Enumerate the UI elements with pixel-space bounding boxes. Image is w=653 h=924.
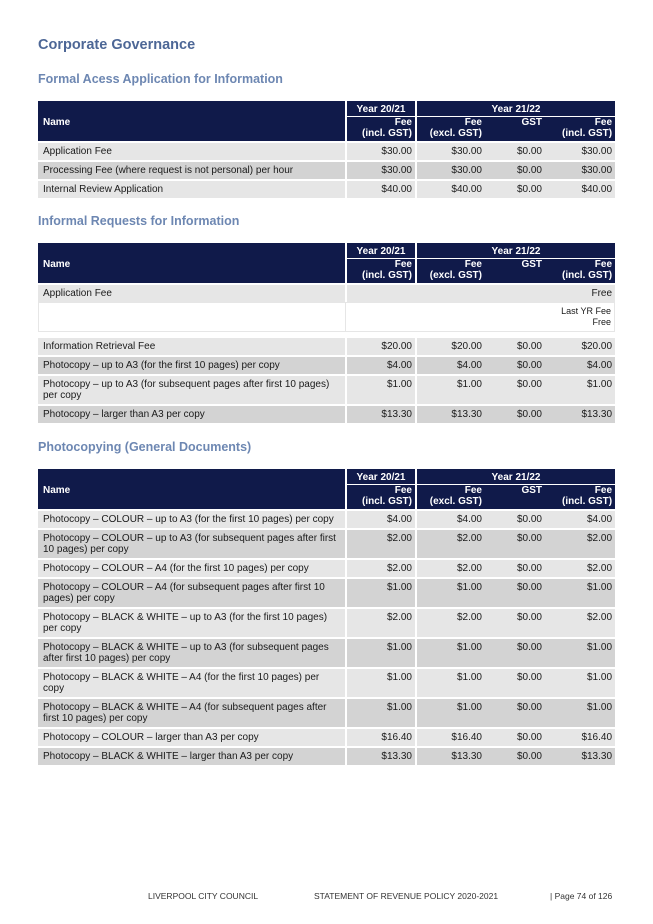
row-fee-incl: $4.00: [545, 355, 615, 374]
row-name: Photocopy – COLOUR – up to A3 (for subsequent pages after first 10 pages) per copy: [38, 528, 345, 558]
table-row: [38, 528, 615, 558]
row-gst: $0.00: [485, 746, 545, 765]
row-fee-excl: $2.00: [415, 558, 485, 577]
header-fee-incl: Fee (incl. GST): [545, 117, 615, 141]
row-name: Photocopy – larger than A3 per copy: [38, 404, 345, 423]
row-fee-prev: $4.00: [345, 509, 415, 528]
header-fee-incl-prev: Fee (incl. GST): [345, 485, 415, 509]
row-fee-excl: $13.30: [415, 404, 485, 423]
table-row: [38, 283, 615, 302]
footer-document: STATEMENT OF REVENUE POLICY 2020-2021: [314, 891, 499, 901]
row-gst: $0.00: [485, 332, 545, 355]
row-fee-prev: $2.00: [345, 528, 415, 558]
row-fee-incl: $1.00: [545, 697, 615, 727]
table-row: [38, 141, 615, 160]
row-gst: $0.00: [485, 404, 545, 423]
table-row: [38, 179, 615, 198]
row-fee-incl: $2.00: [545, 528, 615, 558]
row-gst: $0.00: [485, 667, 545, 697]
formal-access-fee-table: [38, 101, 615, 198]
row-fee-excl: $2.00: [415, 528, 485, 558]
table-row: [38, 355, 615, 374]
row-name: Photocopy – BLACK & WHITE – A4 (for the first 10 pages) per copy: [38, 667, 345, 697]
row-fee-prev: $13.30: [345, 746, 415, 765]
row-fee-prev: $2.00: [345, 607, 415, 637]
row-name: Photocopy – up to A3 (for the first 10 pages) per copy: [38, 355, 345, 374]
header-fee-incl-prev: Fee (incl. GST): [345, 117, 415, 141]
row-name: Application Fee: [38, 283, 345, 302]
row-fee-prev: $1.00: [345, 577, 415, 607]
row-fee-excl: $30.00: [415, 160, 485, 179]
table-row: [38, 637, 615, 667]
row-fee-excl: $13.30: [415, 746, 485, 765]
row-fee-excl: $16.40: [415, 727, 485, 746]
section-title-formal-access: Formal Acess Application for Information: [38, 72, 283, 86]
row-fee-excl: $2.00: [415, 607, 485, 637]
row-fee-incl: $20.00: [545, 332, 615, 355]
last-year-fee: Last YR Fee Free: [345, 302, 615, 332]
row-gst: $0.00: [485, 355, 545, 374]
header-fee-incl: Fee (incl. GST): [545, 259, 615, 283]
row-name: Application Fee: [38, 141, 345, 160]
row-name-blank: [38, 302, 345, 332]
header-year-prev: Year 20/21: [345, 243, 415, 259]
row-name: Photocopy – BLACK & WHITE – larger than A3 per copy: [38, 746, 345, 765]
row-fee-incl: $30.00: [545, 141, 615, 160]
informal-requests-fee-table: [38, 243, 615, 423]
table-row: [38, 558, 615, 577]
row-name: Internal Review Application: [38, 179, 345, 198]
header-gst: GST: [485, 117, 545, 141]
row-fee-incl: $13.30: [545, 404, 615, 423]
row-fee-free: Free: [345, 283, 615, 302]
row-fee-prev: $4.00: [345, 355, 415, 374]
row-fee-incl: $30.00: [545, 160, 615, 179]
section-title-photocopying: Photocopying (General Documents): [38, 440, 252, 454]
row-gst: $0.00: [485, 558, 545, 577]
row-fee-prev: $1.00: [345, 374, 415, 404]
header-fee-excl: Fee (excl. GST): [415, 485, 485, 509]
row-fee-excl: $1.00: [415, 577, 485, 607]
row-fee-incl: $2.00: [545, 558, 615, 577]
table-row: [38, 577, 615, 607]
header-name: Name: [38, 101, 345, 141]
row-fee-incl: $1.00: [545, 374, 615, 404]
header-name: Name: [38, 469, 345, 509]
footer-council: LIVERPOOL CITY COUNCIL: [148, 891, 259, 901]
row-fee-excl: $1.00: [415, 374, 485, 404]
header-year-curr: Year 21/22: [415, 101, 615, 117]
row-fee-excl: $4.00: [415, 509, 485, 528]
table-row: [38, 746, 615, 765]
row-gst: $0.00: [485, 637, 545, 667]
row-fee-prev: $20.00: [345, 332, 415, 355]
row-fee-prev: $16.40: [345, 727, 415, 746]
row-name: Photocopy – COLOUR – A4 (for the first 10 pages) per copy: [38, 558, 345, 577]
row-fee-prev: $40.00: [345, 179, 415, 198]
row-fee-prev: $30.00: [345, 160, 415, 179]
header-year-curr: Year 21/22: [415, 243, 615, 259]
row-fee-excl: $20.00: [415, 332, 485, 355]
last-year-row: [38, 302, 615, 332]
header-gst: GST: [485, 259, 545, 283]
row-fee-prev: $1.00: [345, 697, 415, 727]
row-name: Photocopy – up to A3 (for subsequent pages after first 10 pages) per copy: [38, 374, 345, 404]
table-row: [38, 667, 615, 697]
row-fee-excl: $30.00: [415, 141, 485, 160]
row-name: Photocopy – BLACK & WHITE – A4 (for subsequent pages after first 10 pages) per copy: [38, 697, 345, 727]
row-name: Processing Fee (where request is not personal) per hour: [38, 160, 345, 179]
row-name: Information Retrieval Fee: [38, 332, 345, 355]
table-row: [38, 160, 615, 179]
row-gst: $0.00: [485, 697, 545, 727]
row-fee-incl: $1.00: [545, 637, 615, 667]
row-fee-prev: $30.00: [345, 141, 415, 160]
row-fee-excl: $4.00: [415, 355, 485, 374]
page-title: Corporate Governance: [38, 37, 196, 53]
table-row: [38, 332, 615, 355]
section-title-informal-requests: Informal Requests for Information: [38, 214, 240, 228]
row-fee-excl: $1.00: [415, 637, 485, 667]
header-gst: GST: [485, 485, 545, 509]
row-name: Photocopy – BLACK & WHITE – up to A3 (for the first 10 pages) per copy: [38, 607, 345, 637]
row-fee-excl: $1.00: [415, 697, 485, 727]
table-row: [38, 727, 615, 746]
row-fee-prev: $2.00: [345, 558, 415, 577]
row-name: Photocopy – COLOUR – larger than A3 per copy: [38, 727, 345, 746]
row-gst: $0.00: [485, 509, 545, 528]
row-fee-incl: $4.00: [545, 509, 615, 528]
row-name: Photocopy – COLOUR – A4 (for subsequent pages after first 10 pages) per copy: [38, 577, 345, 607]
header-year-prev: Year 20/21: [345, 101, 415, 117]
table-row: [38, 697, 615, 727]
row-name: Photocopy – COLOUR – up to A3 (for the first 10 pages) per copy: [38, 509, 345, 528]
row-name: Photocopy – BLACK & WHITE – up to A3 (for subsequent pages after first 10 pages) per copy: [38, 637, 345, 667]
row-fee-incl: $2.00: [545, 607, 615, 637]
row-fee-incl: $16.40: [545, 727, 615, 746]
header-fee-incl-prev: Fee (incl. GST): [345, 259, 415, 283]
row-gst: $0.00: [485, 727, 545, 746]
table-row: [38, 509, 615, 528]
row-fee-excl: $40.00: [415, 179, 485, 198]
row-gst: $0.00: [485, 528, 545, 558]
header-fee-excl: Fee (excl. GST): [415, 117, 485, 141]
header-year-curr: Year 21/22: [415, 469, 615, 485]
row-gst: $0.00: [485, 607, 545, 637]
header-year-prev: Year 20/21: [345, 469, 415, 485]
photocopying-fee-table: [38, 469, 615, 765]
row-fee-prev: $1.00: [345, 667, 415, 697]
table-row: [38, 374, 615, 404]
row-fee-excl: $1.00: [415, 667, 485, 697]
table-row: [38, 607, 615, 637]
row-gst: $0.00: [485, 179, 545, 198]
footer-page-number: | Page 74 of 126: [550, 891, 613, 901]
row-gst: $0.00: [485, 141, 545, 160]
row-gst: $0.00: [485, 577, 545, 607]
row-gst: $0.00: [485, 374, 545, 404]
header-fee-incl: Fee (incl. GST): [545, 485, 615, 509]
row-gst: $0.00: [485, 160, 545, 179]
row-fee-prev: $1.00: [345, 637, 415, 667]
row-fee-incl: $1.00: [545, 667, 615, 697]
header-fee-excl: Fee (excl. GST): [415, 259, 485, 283]
row-fee-incl: $13.30: [545, 746, 615, 765]
header-name: Name: [38, 243, 345, 283]
row-fee-incl: $1.00: [545, 577, 615, 607]
row-fee-incl: $40.00: [545, 179, 615, 198]
table-row: [38, 404, 615, 423]
row-fee-prev: $13.30: [345, 404, 415, 423]
